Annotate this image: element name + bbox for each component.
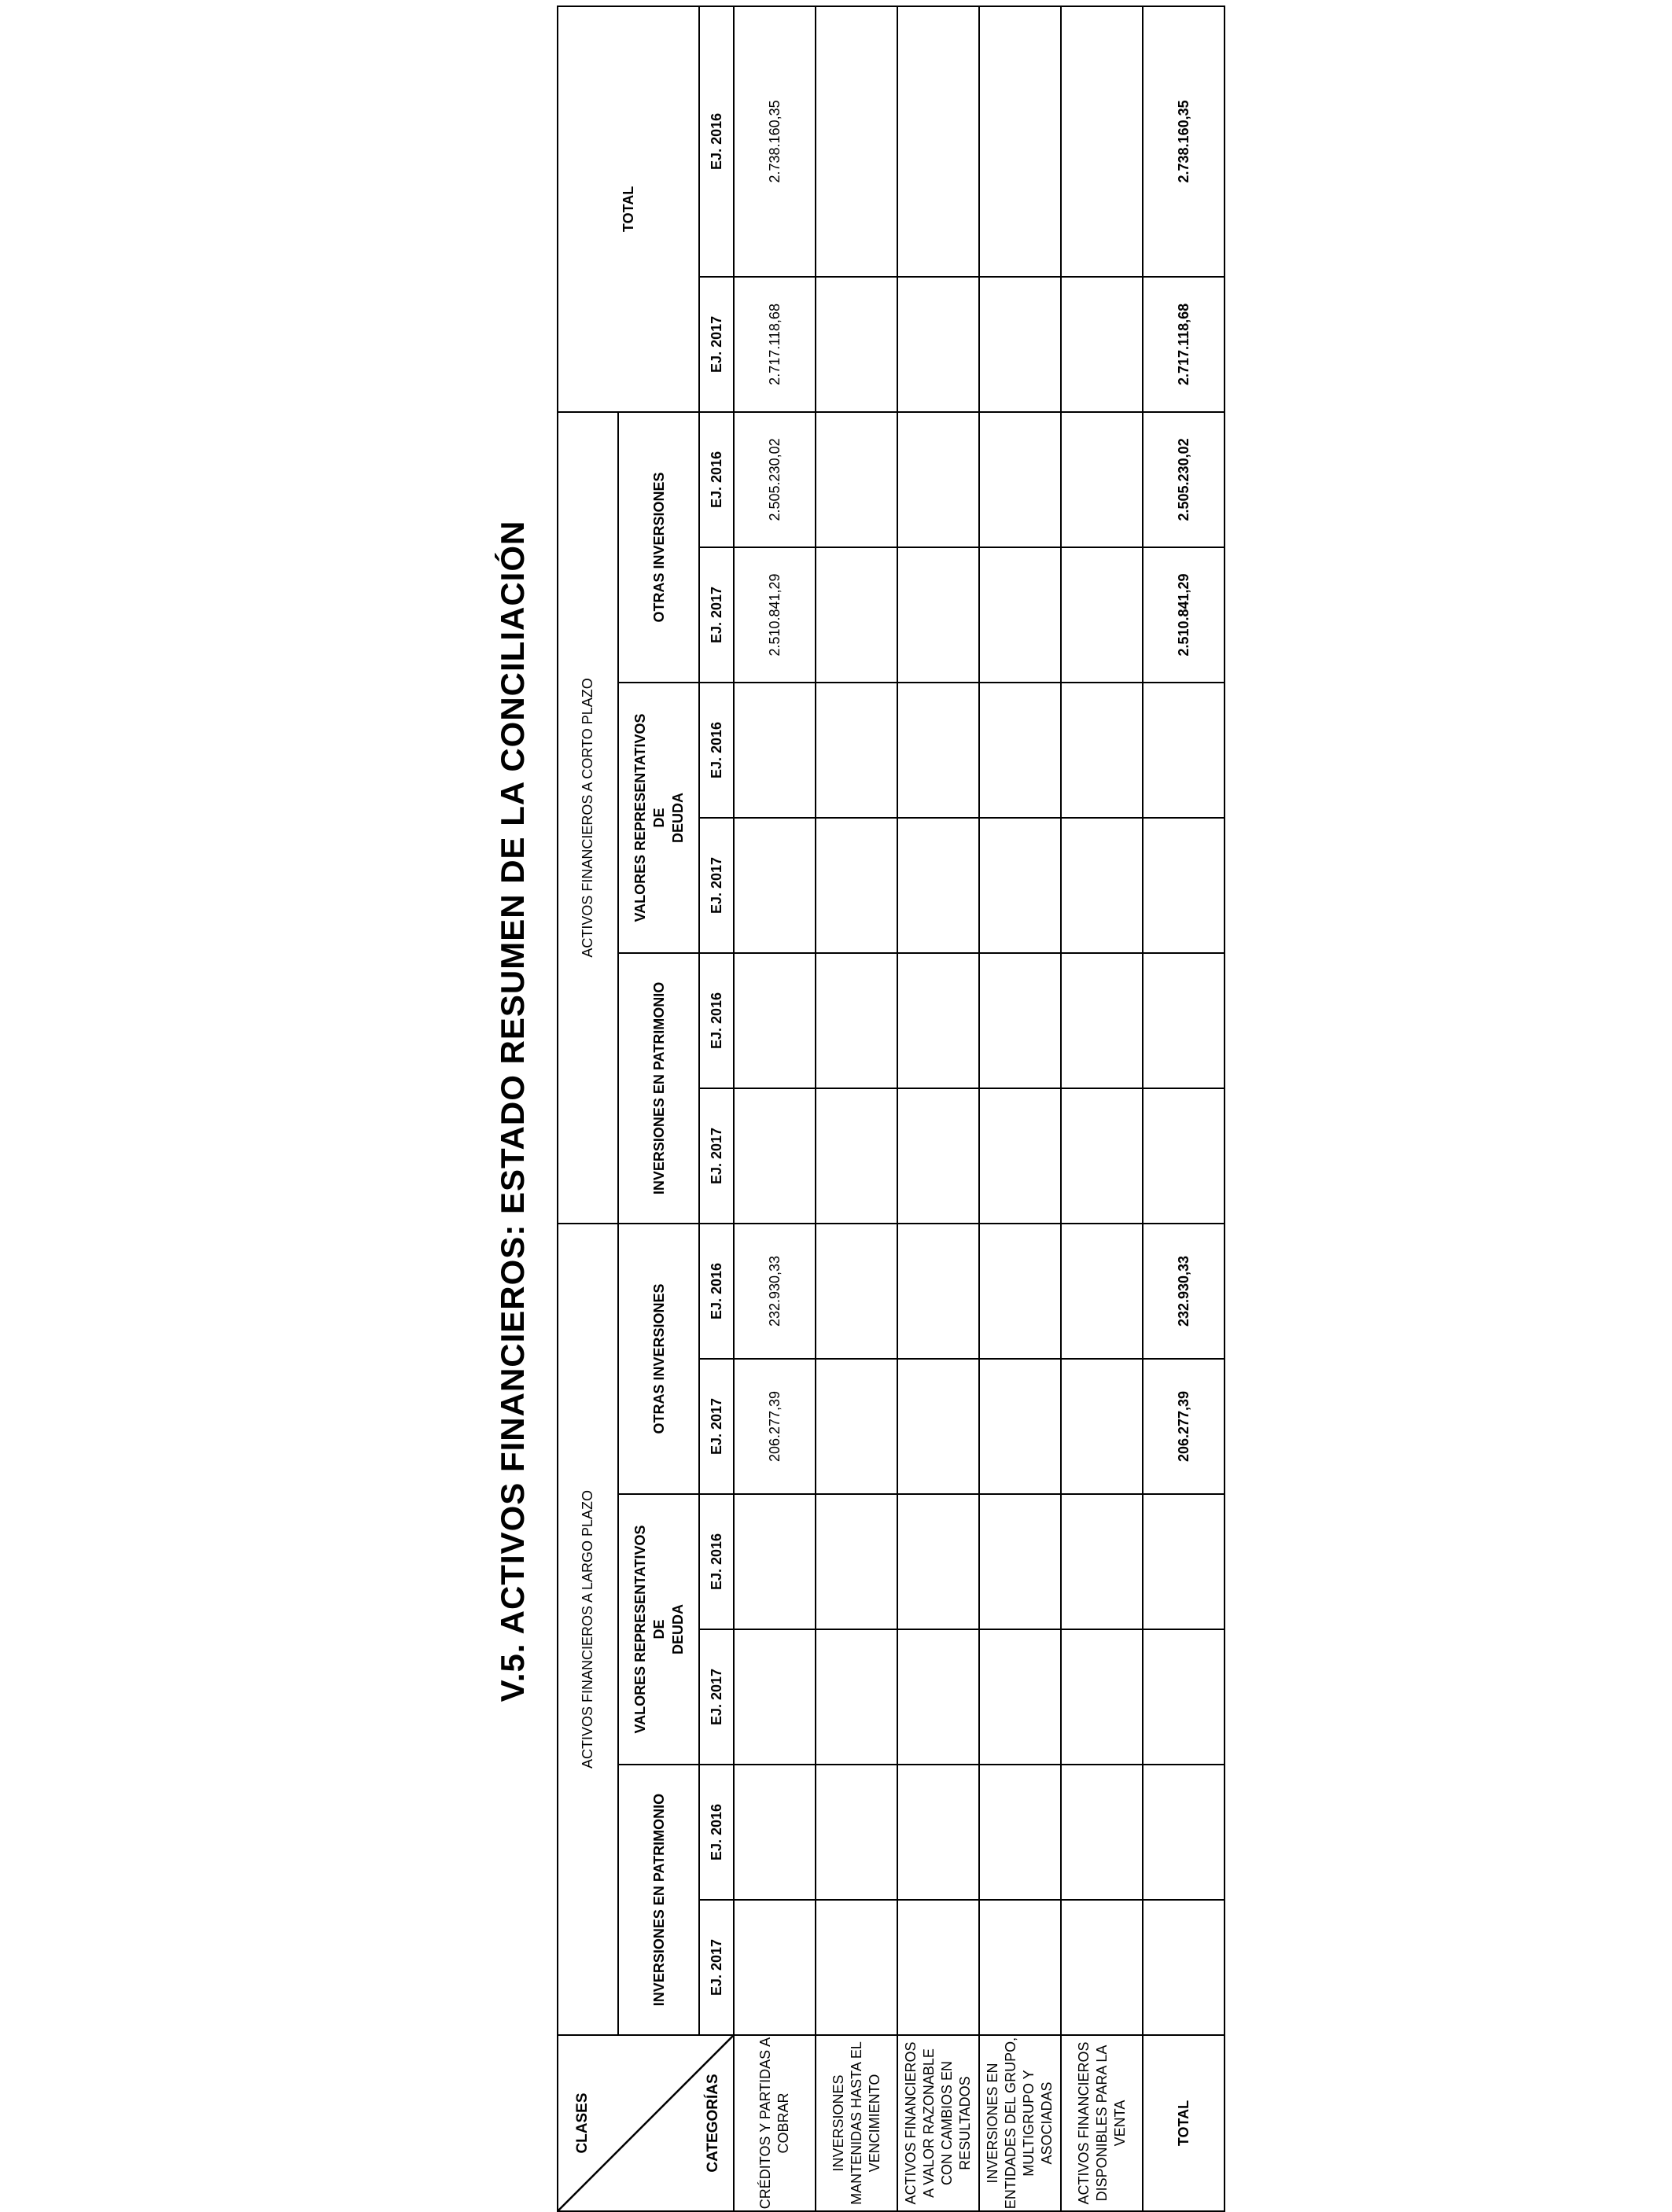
cell bbox=[1061, 277, 1143, 412]
cell bbox=[1061, 953, 1143, 1088]
cell bbox=[816, 1224, 897, 1359]
cell bbox=[897, 6, 979, 277]
cell bbox=[816, 1494, 897, 1629]
clases-label: CLASES bbox=[574, 2092, 591, 2154]
cell bbox=[734, 683, 816, 818]
valores-line-1: VALORES REPRESENTATIVOS bbox=[632, 1525, 648, 1734]
cell bbox=[897, 1224, 979, 1359]
cell: 2.510.841,29 bbox=[734, 547, 816, 683]
cell bbox=[1061, 6, 1143, 277]
year-2016: EJ. 2016 bbox=[699, 953, 734, 1088]
cell bbox=[979, 6, 1061, 277]
subheader-otras-largo: OTRAS INVERSIONES bbox=[618, 1224, 699, 1494]
cell bbox=[897, 1629, 979, 1765]
reconciliation-table bbox=[557, 6, 1225, 2212]
cell bbox=[979, 818, 1061, 953]
cell bbox=[979, 1765, 1061, 1900]
cell bbox=[816, 547, 897, 683]
cell bbox=[1061, 1494, 1143, 1629]
year-2016: EJ. 2016 bbox=[699, 412, 734, 547]
cell bbox=[1061, 683, 1143, 818]
row-label: ACTIVOS FINANCIEROS A VALOR RAZONABLE CON CAMBIOS EN RESULTADOS bbox=[897, 2035, 979, 2211]
cell bbox=[816, 1088, 897, 1224]
total-cell: 206.277,39 bbox=[1143, 1359, 1225, 1494]
cell: 2.738.160,35 bbox=[734, 6, 816, 277]
cell bbox=[979, 1900, 1061, 2035]
cell bbox=[979, 412, 1061, 547]
total-cell: 2.505.230,02 bbox=[1143, 412, 1225, 547]
valores-line-3: DEUDA bbox=[669, 1604, 686, 1655]
cell bbox=[979, 1494, 1061, 1629]
cell bbox=[897, 1765, 979, 1900]
page-title: V.5. ACTIVOS FINANCIEROS: ESTADO RESUMEN DE LA CONCILIACIÓN bbox=[494, 520, 531, 1702]
cell bbox=[897, 818, 979, 953]
cell bbox=[979, 1629, 1061, 1765]
cell bbox=[816, 6, 897, 277]
group-header-total: TOTAL bbox=[558, 6, 699, 412]
cell bbox=[816, 277, 897, 412]
cell bbox=[979, 1088, 1061, 1224]
year-2017: EJ. 2017 bbox=[699, 818, 734, 953]
cell bbox=[1061, 1629, 1143, 1765]
cell bbox=[979, 953, 1061, 1088]
subheader-patrimonio-largo: INVERSIONES EN PATRIMONIO bbox=[618, 1765, 699, 2035]
table-row bbox=[979, 6, 1061, 2211]
cell bbox=[816, 1900, 897, 2035]
cell bbox=[897, 277, 979, 412]
cell bbox=[816, 1765, 897, 1900]
year-2016: EJ. 2016 bbox=[699, 6, 734, 277]
cell bbox=[979, 683, 1061, 818]
table-row bbox=[734, 6, 816, 2211]
total-row bbox=[1143, 6, 1225, 2211]
cell bbox=[1061, 1224, 1143, 1359]
cell bbox=[816, 953, 897, 1088]
cell bbox=[1061, 547, 1143, 683]
cell bbox=[816, 818, 897, 953]
cell bbox=[734, 1088, 816, 1224]
cell bbox=[734, 1765, 816, 1900]
total-cell bbox=[1143, 1765, 1225, 1900]
table-row bbox=[1061, 6, 1143, 2211]
table-row bbox=[897, 6, 979, 2211]
total-cell bbox=[1143, 1088, 1225, 1224]
total-cell bbox=[1143, 1900, 1225, 2035]
cell bbox=[1061, 1900, 1143, 2035]
year-2017: EJ. 2017 bbox=[699, 277, 734, 412]
subheader-patrimonio-corto: INVERSIONES EN PATRIMONIO bbox=[618, 953, 699, 1224]
cell bbox=[816, 683, 897, 818]
cell bbox=[816, 412, 897, 547]
total-cell: 2.738.160,35 bbox=[1143, 6, 1225, 277]
rotated-page bbox=[485, 10, 1523, 2212]
cell bbox=[979, 1224, 1061, 1359]
cell bbox=[897, 1359, 979, 1494]
cell bbox=[1061, 818, 1143, 953]
year-2017: EJ. 2017 bbox=[699, 547, 734, 683]
year-2017: EJ. 2017 bbox=[699, 1088, 734, 1224]
cell bbox=[1061, 412, 1143, 547]
cell bbox=[897, 953, 979, 1088]
cell bbox=[897, 547, 979, 683]
cell bbox=[979, 277, 1061, 412]
cell bbox=[734, 818, 816, 953]
cell: 206.277,39 bbox=[734, 1359, 816, 1494]
row-label: ACTIVOS FINANCIEROS DISPONIBLES PARA LA VENTA bbox=[1061, 2035, 1143, 2211]
group-header-largo: ACTIVOS FINANCIEROS A LARGO PLAZO bbox=[558, 1224, 618, 2035]
cell bbox=[897, 1494, 979, 1629]
cell bbox=[979, 1359, 1061, 1494]
valores-line-3: DEUDA bbox=[669, 792, 686, 843]
year-2017: EJ. 2017 bbox=[699, 1900, 734, 2035]
total-cell: 2.717.118,68 bbox=[1143, 277, 1225, 412]
subheader-valores-corto bbox=[618, 683, 699, 953]
cell bbox=[1061, 1359, 1143, 1494]
cell bbox=[734, 1900, 816, 2035]
year-2017: EJ. 2017 bbox=[699, 1359, 734, 1494]
cell bbox=[979, 547, 1061, 683]
group-header-corto: ACTIVOS FINANCIEROS A CORTO PLAZO bbox=[558, 412, 618, 1224]
cell bbox=[1061, 1765, 1143, 1900]
total-cell bbox=[1143, 1494, 1225, 1629]
total-row-label: TOTAL bbox=[1143, 2035, 1225, 2211]
table-row bbox=[816, 6, 897, 2211]
cell bbox=[1061, 1088, 1143, 1224]
cell bbox=[897, 1088, 979, 1224]
total-cell bbox=[1143, 953, 1225, 1088]
cell bbox=[816, 1629, 897, 1765]
valores-line-1: VALORES REPRESENTATIVOS bbox=[632, 713, 648, 922]
total-cell bbox=[1143, 1629, 1225, 1765]
total-cell: 2.510.841,29 bbox=[1143, 547, 1225, 683]
total-cell bbox=[1143, 818, 1225, 953]
cell bbox=[897, 412, 979, 547]
categorias-label: CATEGORÍAS bbox=[705, 2074, 721, 2173]
cell: 2.505.230,02 bbox=[734, 412, 816, 547]
year-2017: EJ. 2017 bbox=[699, 1629, 734, 1765]
valores-line-2: DE bbox=[650, 1619, 667, 1640]
cell bbox=[816, 1359, 897, 1494]
row-label: INVERSIONES EN ENTIDADES DEL GRUPO, MULTIGRUPO Y ASOCIADAS bbox=[979, 2035, 1061, 2211]
cell bbox=[734, 1494, 816, 1629]
cell bbox=[734, 953, 816, 1088]
valores-line-2: DE bbox=[650, 808, 667, 828]
year-2016: EJ. 2016 bbox=[699, 683, 734, 818]
row-label: CRÉDITOS Y PARTIDAS A COBRAR bbox=[734, 2035, 816, 2211]
row-label: INVERSIONES MANTENIDAS HASTA EL VENCIMIENTO bbox=[816, 2035, 897, 2211]
total-cell: 232.930,33 bbox=[1143, 1224, 1225, 1359]
cell bbox=[897, 683, 979, 818]
subheader-valores-largo bbox=[618, 1494, 699, 1765]
cell: 232.930,33 bbox=[734, 1224, 816, 1359]
year-2016: EJ. 2016 bbox=[699, 1224, 734, 1359]
year-2016: EJ. 2016 bbox=[699, 1765, 734, 1900]
cell bbox=[897, 1900, 979, 2035]
year-2016: EJ. 2016 bbox=[699, 1494, 734, 1629]
cell bbox=[734, 1629, 816, 1765]
corner-header-cell bbox=[558, 2035, 734, 2211]
subheader-otras-corto: OTRAS INVERSIONES bbox=[618, 412, 699, 683]
cell: 2.717.118,68 bbox=[734, 277, 816, 412]
total-cell bbox=[1143, 683, 1225, 818]
